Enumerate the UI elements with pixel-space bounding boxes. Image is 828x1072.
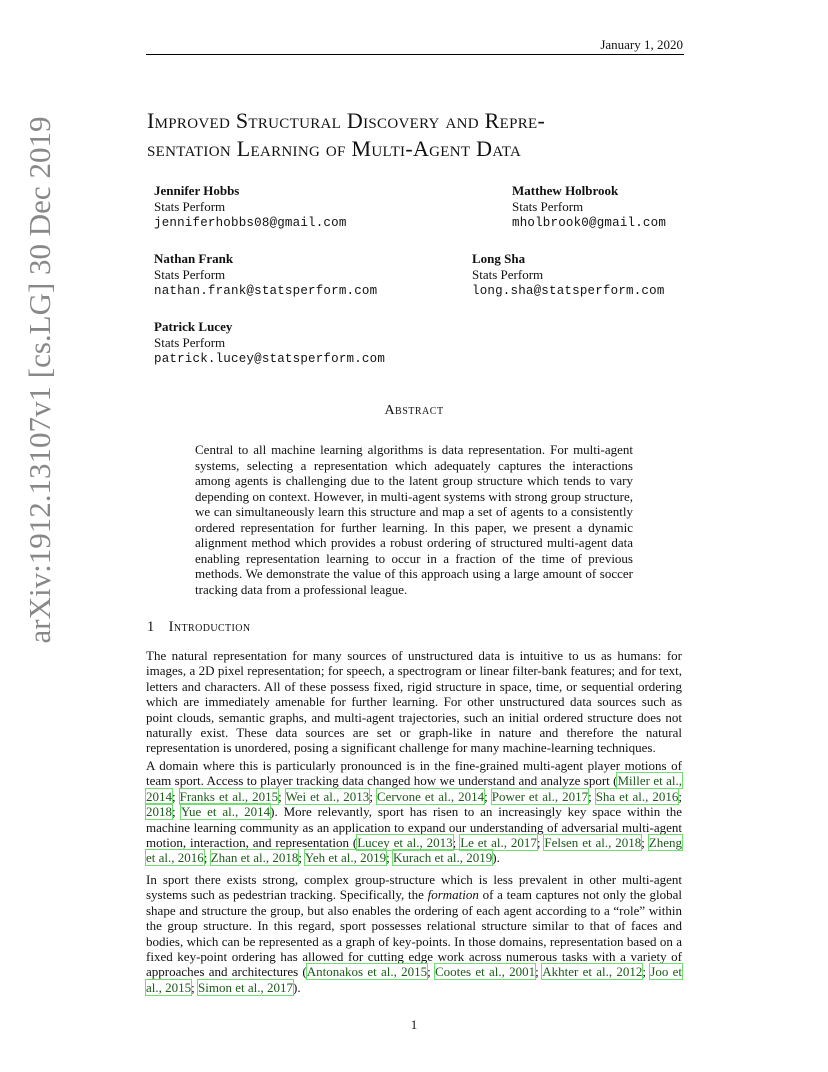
author-affiliation: Stats Perform xyxy=(154,335,226,350)
citation-link[interactable]: Yue et al., 2014 xyxy=(181,804,271,820)
section-heading xyxy=(147,619,251,636)
author-block xyxy=(472,251,665,299)
paragraph-text: In sport there exists strong, complex group-structure which is less prevalent in other multi-agent systems such as pedestrian tracking. Specifically, the xyxy=(146,872,682,903)
citation-link[interactable]: Yeh et al., 2019 xyxy=(304,850,387,866)
abstract-heading: Abstract xyxy=(384,403,444,418)
author-block xyxy=(154,319,385,367)
citation-link[interactable]: Lucey et al., 2013 xyxy=(357,835,453,851)
citation-link[interactable]: Kurach et al., 2019 xyxy=(393,850,493,866)
author-name: Jennifer Hobbs xyxy=(154,183,240,198)
paragraph-text: ). xyxy=(292,979,301,995)
citation-link[interactable]: Zheng et al., 2016 xyxy=(146,835,682,866)
paragraph-text: ). xyxy=(492,850,500,866)
citation-link[interactable]: 2018 xyxy=(146,804,172,820)
citation-link[interactable]: Cervone et al., 2014 xyxy=(376,788,485,804)
intro-paragraph-2: A domain where this is particularly pronounced is in the fine-grained multi-agent player motions of team sport. Access to player tracking data changed how we understand and analyze sport (Miller et al., 2014; Franks et al., 2015; Wei et al., 2013; Cervone et al., 2014; Power et al., 2017; Sha et al., 2016; 2018; Yue et al., 2014). More relevantly, sport has risen to an increasingly key space within the machine learning community as an application to expand our understanding of adversarial multi-agent motion, interaction, and representation (Lucey et al., 2013; Le et al., 2017; Felsen et al., 2018; Zheng et al., 2016; Zhan et al., 2018; Yeh et al., 2019; Kurach et al., 2019). xyxy=(146,758,683,866)
citation-link[interactable]: Zhan et al., 2018 xyxy=(210,850,299,866)
citation-link[interactable]: Cootes et al., 2001 xyxy=(434,964,536,980)
citation-link[interactable]: Felsen et al., 2018 xyxy=(544,835,642,851)
citation-link[interactable]: Le et al., 2017 xyxy=(460,835,537,851)
author-affiliation: Stats Perform xyxy=(154,199,226,214)
author-name: Nathan Frank xyxy=(154,251,234,266)
citation-link[interactable]: Franks et al., 2015 xyxy=(179,788,279,804)
abstract-text: Central to all machine learning algorithms is data representation. For multi-agent systems, selecting a representation which adequately captures the interactions among agents is challenging due to the latent group structure which tends to vary depending on context. However, in multi-agent systems with strong group structure, we can simultaneously learn this structure and map a set of agents to a consistently ordered representation for further learning. In this paper, we present a dynamic alignment method which provides a robust ordering of structured multi-agent data enabling representation learning to occur in a fraction of the time of previous methods. We demonstrate the value of this approach using a large amount of soccer tracking data from a professional league. xyxy=(195,442,633,597)
page-number: 1 xyxy=(410,1017,418,1032)
author-name: Matthew Holbrook xyxy=(512,183,619,198)
author-email[interactable]: mholbrook0@gmail.com xyxy=(512,216,667,230)
citation-link[interactable]: Power et al., 2017 xyxy=(491,788,589,804)
author-block xyxy=(154,251,377,299)
author-email[interactable]: long.sha@statsperform.com xyxy=(472,284,665,298)
author-affiliation: Stats Perform xyxy=(512,199,584,214)
paragraph-text: of a team captures not only the global shape and structure the group, but also enables the ordering of each agent according to a “role” within the group structure. In this regard, sport possesses relational structure similar to that of faces and bodies, which can be represented as a graph of key-points. In those domains, representation based on a fixed key-point ordering has allowed for cutting edge work across numerous tasks with a variety of approaches and architectures ( xyxy=(146,887,683,980)
arxiv-sidebar-id[interactable]: arXiv:1912.13107v1 [cs.LG] 30 Dec 2019 xyxy=(22,116,57,644)
paper-title xyxy=(147,107,707,163)
title-line-2: sentation Learning of Multi-Agent Data xyxy=(147,136,522,161)
author-email[interactable]: nathan.frank@statsperform.com xyxy=(154,284,378,298)
header-rule xyxy=(146,54,684,55)
section-number: 1 xyxy=(147,619,155,635)
author-block xyxy=(154,183,347,231)
author-name: Long Sha xyxy=(472,251,526,266)
citation-link[interactable]: Simon et al., 2017 xyxy=(198,979,293,995)
intro-paragraph-3: In sport there exists strong, complex group-structure which is less prevalent in other multi-agent systems such as pedestrian tracking. Specifically, the formation of a team captures not only the global shape and structure the group, but also enables the ordering of each agent according to a “role” within the group structure. In this regard, sport possesses relational structure similar to that of faces and bodies, which can be represented as a graph of key-points. In those domains, representation based on a fixed key-point ordering has allowed for cutting edge work across numerous tasks with a variety of approaches and architectures (Antonakos et al., 2015; Cootes et al., 2001; Akhter et al., 2012; Joo et al., 2015; Simon et al., 2017). xyxy=(146,872,683,995)
citation-link[interactable]: Joo et al., 2015 xyxy=(146,964,682,995)
paragraph-text: A domain where this is particularly pronounced is in the fine-grained multi-agent player motions of team sport. Access to player tracking data changed how we understand and analyze sport ( xyxy=(146,758,682,789)
author-affiliation: Stats Perform xyxy=(472,267,544,282)
citation-link[interactable]: Wei et al., 2013 xyxy=(285,788,370,804)
citation-link[interactable]: Akhter et al., 2012 xyxy=(542,964,643,980)
title-line-1: Improved Structural Discovery and Repre- xyxy=(147,108,546,133)
author-email[interactable]: jenniferhobbs08@gmail.com xyxy=(154,216,347,230)
paragraph-text: ). More relevantly, sport has risen to an increasingly key space within the machine learning community as an application to expand our understanding of adversarial multi-agent motion, interaction, and representation ( xyxy=(146,804,682,851)
citation-link[interactable]: Sha et al., 2016 xyxy=(595,788,679,804)
section-title: Introduction xyxy=(168,619,251,635)
citation-link[interactable]: Miller et al., 2014 xyxy=(146,773,683,804)
author-name: Patrick Lucey xyxy=(154,319,233,334)
intro-paragraph-1: The natural representation for many sources of unstructured data is intuitive to us as humans: for images, a 2D pixel representation; for speech, a spectrogram or linear filter-bank features; and for text, letters and characters. All of these possess fixed, rigid structure in space, time, or sequential ordering which are immediately amenable for further learning. For other unstructured data sources such as point clouds, semantic graphs, and multi-agent trajectories, such an initial ordered structure does not naturally exist. These data sources are set or graph-like in nature and therefore the natural representation is unordered, posing a significant challenge for many machine-learning techniques. xyxy=(146,648,682,756)
emphasis-text: formation xyxy=(427,887,479,903)
author-affiliation: Stats Perform xyxy=(154,267,226,282)
author-block xyxy=(512,183,666,231)
header-date: January 1, 2020 xyxy=(600,37,683,52)
author-email[interactable]: patrick.lucey@statsperform.com xyxy=(154,352,386,366)
citation-link[interactable]: Antonakos et al., 2015 xyxy=(306,964,428,980)
